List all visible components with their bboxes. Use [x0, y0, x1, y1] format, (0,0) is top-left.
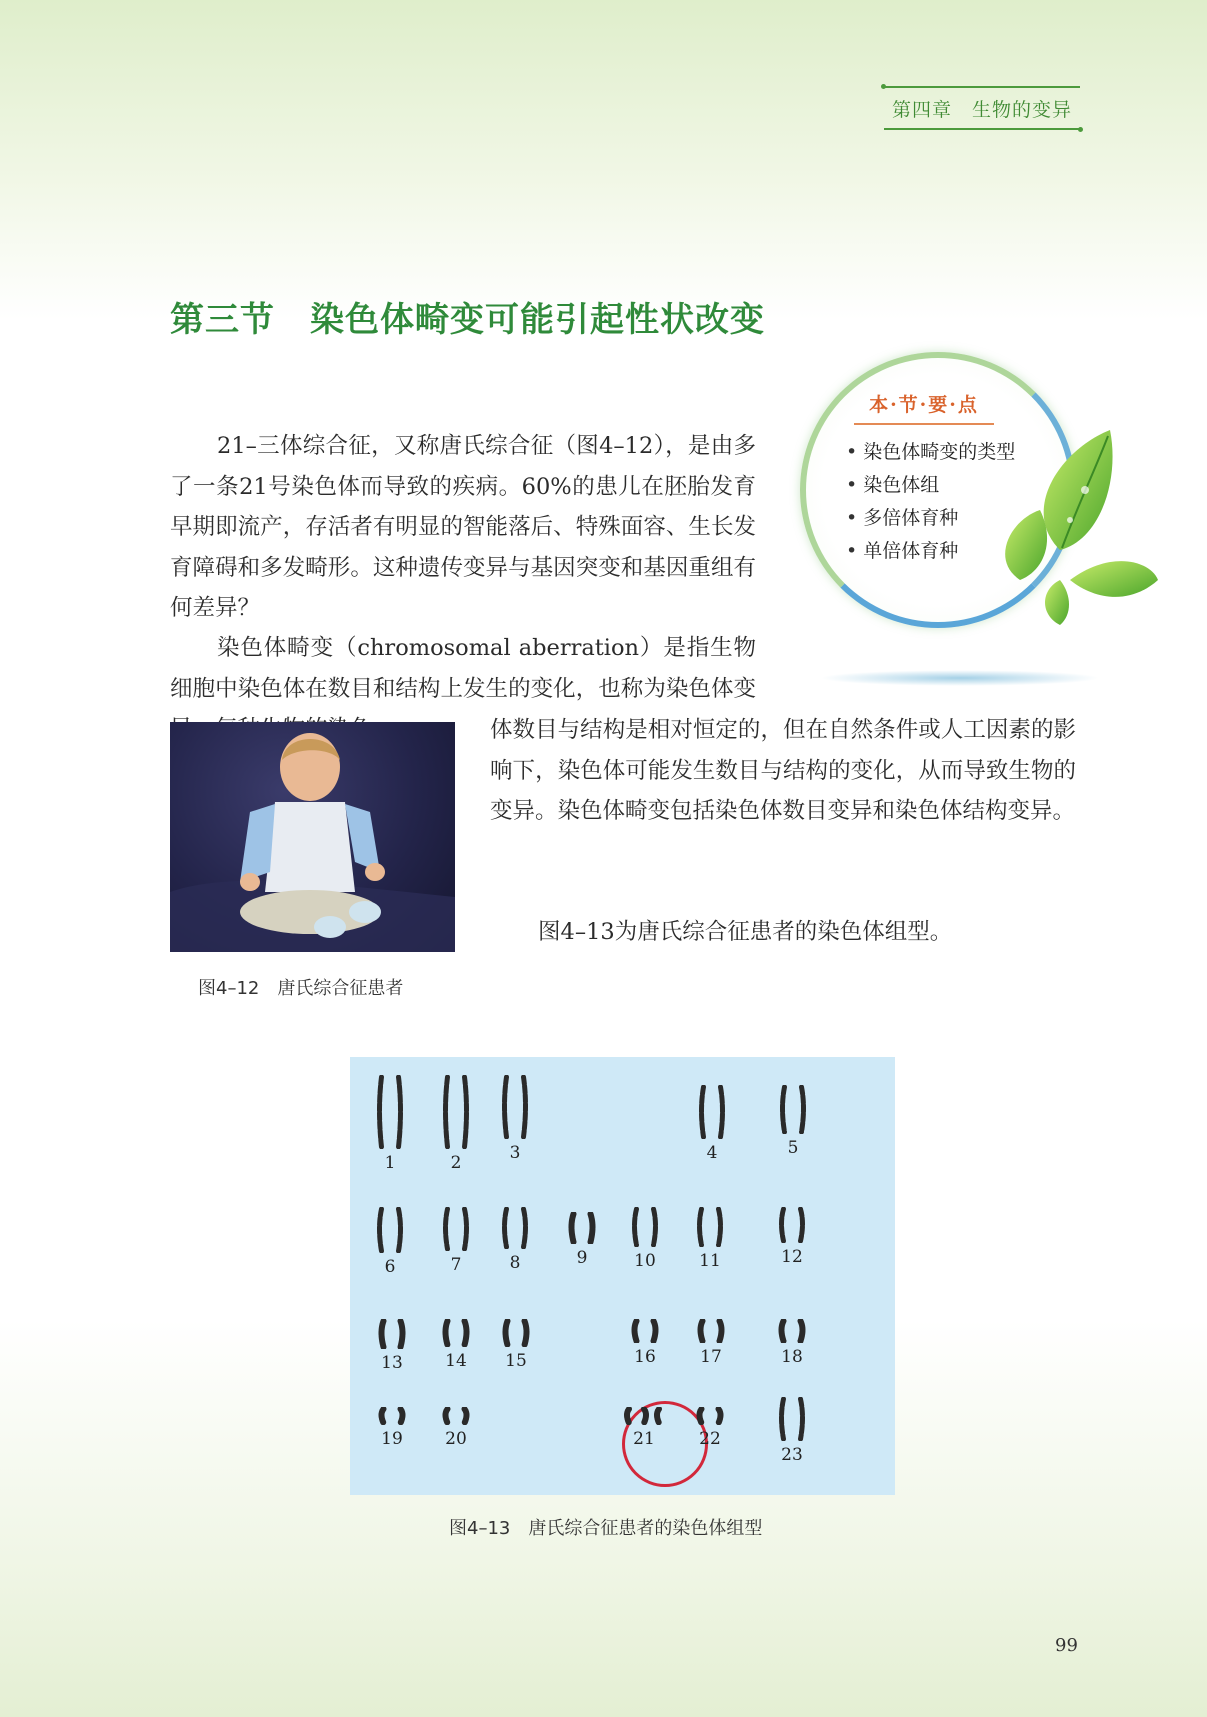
chromosome — [382, 1321, 384, 1347]
chromosome-number-label: 17 — [700, 1347, 722, 1367]
chromosome — [635, 1209, 637, 1245]
chromosome-number-label: 1 — [384, 1153, 396, 1173]
chromosome — [382, 1409, 384, 1423]
chromosome — [783, 1087, 785, 1132]
chromosome — [719, 1409, 721, 1423]
chromosome-pair-14 — [426, 1319, 486, 1371]
chromosome-number-label: 16 — [634, 1347, 656, 1367]
paragraph-intro: 21–三体综合征，又称唐氏综合征（图4–12），是由多了一条21号染色体而导致的疾病。60%的患儿在胚胎发育早期即流产，存活者有明显的智能落后、特殊面容、生长发育障碍和多发畸形。这种遗传变异与基因突变和基因重组有何差异？ — [170, 433, 756, 621]
chromosome-number-label: 18 — [781, 1347, 803, 1367]
chromosome-pair-10 — [615, 1207, 675, 1271]
chromosome-pair-13 — [362, 1319, 422, 1373]
chromosome — [700, 1409, 702, 1423]
chromosome — [591, 1214, 593, 1242]
chromosome-number-label: 11 — [699, 1251, 721, 1271]
chromosome — [801, 1399, 803, 1439]
chromosome-pair-6 — [360, 1207, 420, 1277]
chromosome — [719, 1209, 721, 1245]
chromosome-number-label: 14 — [445, 1351, 467, 1371]
paragraph-figure-ref: 图4–13为唐氏综合征患者的染色体组型。 — [538, 919, 953, 945]
chromosome — [524, 1209, 526, 1247]
chromosome — [701, 1321, 703, 1341]
chromosome-pair-5 — [763, 1085, 823, 1158]
chromosome — [572, 1214, 574, 1242]
chromosome — [782, 1399, 784, 1439]
key-points-title: 本·节·要·点 — [854, 390, 994, 425]
chromosome-number-label: 12 — [781, 1247, 803, 1267]
key-points-list — [846, 436, 1015, 568]
figure-4-13-caption: 图4–13 唐氏综合征患者的染色体组型 — [449, 1518, 763, 1539]
chromosome-number-label: 7 — [450, 1255, 462, 1275]
leaf-decoration-icon — [1000, 430, 1160, 640]
chromosome-number-label: 15 — [505, 1351, 527, 1371]
key-point-item: • 单倍体育种 — [846, 535, 1015, 568]
chromosome — [782, 1209, 784, 1241]
chromosome-pair-12 — [762, 1207, 822, 1267]
chromosome — [399, 1209, 401, 1251]
chromosome-number-label: 8 — [509, 1253, 521, 1273]
chromosome-pair-20 — [426, 1407, 486, 1449]
chromosome-number-label: 19 — [381, 1429, 403, 1449]
chromosome-pair-7 — [426, 1207, 486, 1275]
key-point-item: • 染色体畸变的类型 — [846, 436, 1015, 469]
chromosome-number-label: 20 — [445, 1429, 467, 1449]
chromosome-pair-18 — [762, 1319, 822, 1367]
chromosome-pair-11 — [680, 1207, 740, 1271]
chromosome — [524, 1077, 526, 1137]
chromosome — [505, 1209, 507, 1247]
panel-shadow — [820, 670, 1100, 686]
key-point-item: • 多倍体育种 — [846, 502, 1015, 535]
chromosome-pair-8 — [485, 1207, 545, 1273]
chromosome-pair-9 — [552, 1212, 612, 1268]
chromosome-pair-2 — [426, 1075, 486, 1173]
chromosome-pair-16 — [615, 1319, 675, 1367]
chromosome — [505, 1077, 507, 1137]
chromosome-pair-23 — [762, 1397, 822, 1465]
chromosome — [465, 1077, 467, 1147]
chromosome — [465, 1321, 467, 1345]
chromosome — [721, 1087, 723, 1137]
chromosome — [380, 1209, 382, 1251]
chromosome-number-label: 4 — [706, 1143, 718, 1163]
patient-photo — [170, 722, 455, 952]
chromosome — [802, 1087, 804, 1132]
chromosome — [702, 1087, 704, 1137]
chromosome — [465, 1209, 467, 1249]
chromosome — [380, 1077, 382, 1147]
chromosome — [401, 1409, 403, 1423]
page-number: 99 — [1055, 1635, 1078, 1656]
chromosome-number-label: 2 — [450, 1153, 462, 1173]
chromosome — [782, 1321, 784, 1341]
chromosome — [720, 1321, 722, 1341]
chromosome — [657, 1409, 659, 1423]
paragraph-definition: 染色体畸变（chromosomal aberration）是指生物细胞中染色体在数目和结构上发生的变化，也称为染色体变 — [170, 635, 756, 702]
paragraph-continued: 体数目与结构是相对恒定的，但在自然条件或人工因素的影响下，染色体可能发生数目与结构的变化，从而导致生物的变异。染色体畸变包括染色体数目变异和染色体结构变异。 — [490, 717, 1076, 824]
figure-4-12-caption: 图4–12 唐氏综合征患者 — [198, 978, 404, 999]
chromosome-number-label: 13 — [381, 1353, 403, 1373]
chromosome-pair-4 — [682, 1085, 742, 1163]
chromosome-number-label: 5 — [787, 1138, 799, 1158]
chromosome-pair-21 — [614, 1407, 674, 1449]
chromosome-number-label: 9 — [576, 1248, 588, 1268]
chromosome — [446, 1321, 448, 1345]
chromosome-number-label: 10 — [634, 1251, 656, 1271]
section-title: 第三节 染色体畸变可能引起性状改变 — [170, 300, 765, 340]
chromosome — [635, 1321, 637, 1341]
chromosome — [700, 1209, 702, 1245]
chromosome — [654, 1209, 656, 1245]
chromosome — [801, 1209, 803, 1241]
karyotype-figure — [350, 1057, 895, 1495]
chromosome-pair-15 — [486, 1319, 546, 1371]
chromosome — [401, 1321, 403, 1347]
chromosome — [801, 1321, 803, 1341]
chromosome — [644, 1409, 646, 1423]
chromosome — [506, 1321, 508, 1345]
chromosome-pair-1 — [360, 1075, 420, 1173]
chromosome — [525, 1321, 527, 1345]
chromosome — [446, 1409, 448, 1423]
chromosome-pair-3 — [485, 1075, 545, 1163]
chromosome-pair-22 — [680, 1407, 740, 1449]
chromosome-number-label: 23 — [781, 1445, 803, 1465]
chapter-header — [884, 86, 1080, 130]
key-point-item: • 染色体组 — [846, 469, 1015, 502]
chromosome-number-label: 22 — [699, 1429, 721, 1449]
chromosome-number-label: 3 — [509, 1143, 521, 1163]
chromosome-pair-19 — [362, 1407, 422, 1449]
chromosome — [627, 1409, 629, 1423]
chromosome — [446, 1209, 448, 1249]
chromosome — [399, 1077, 401, 1147]
chromosome — [465, 1409, 467, 1423]
chromosome — [654, 1321, 656, 1341]
chromosome-pair-17 — [681, 1319, 741, 1367]
chromosome-number-label: 6 — [384, 1257, 396, 1277]
chromosome — [446, 1077, 448, 1147]
chapter-label: 第四章 生物的变异 — [891, 99, 1072, 121]
chromosome-number-label: 21 — [633, 1429, 655, 1449]
